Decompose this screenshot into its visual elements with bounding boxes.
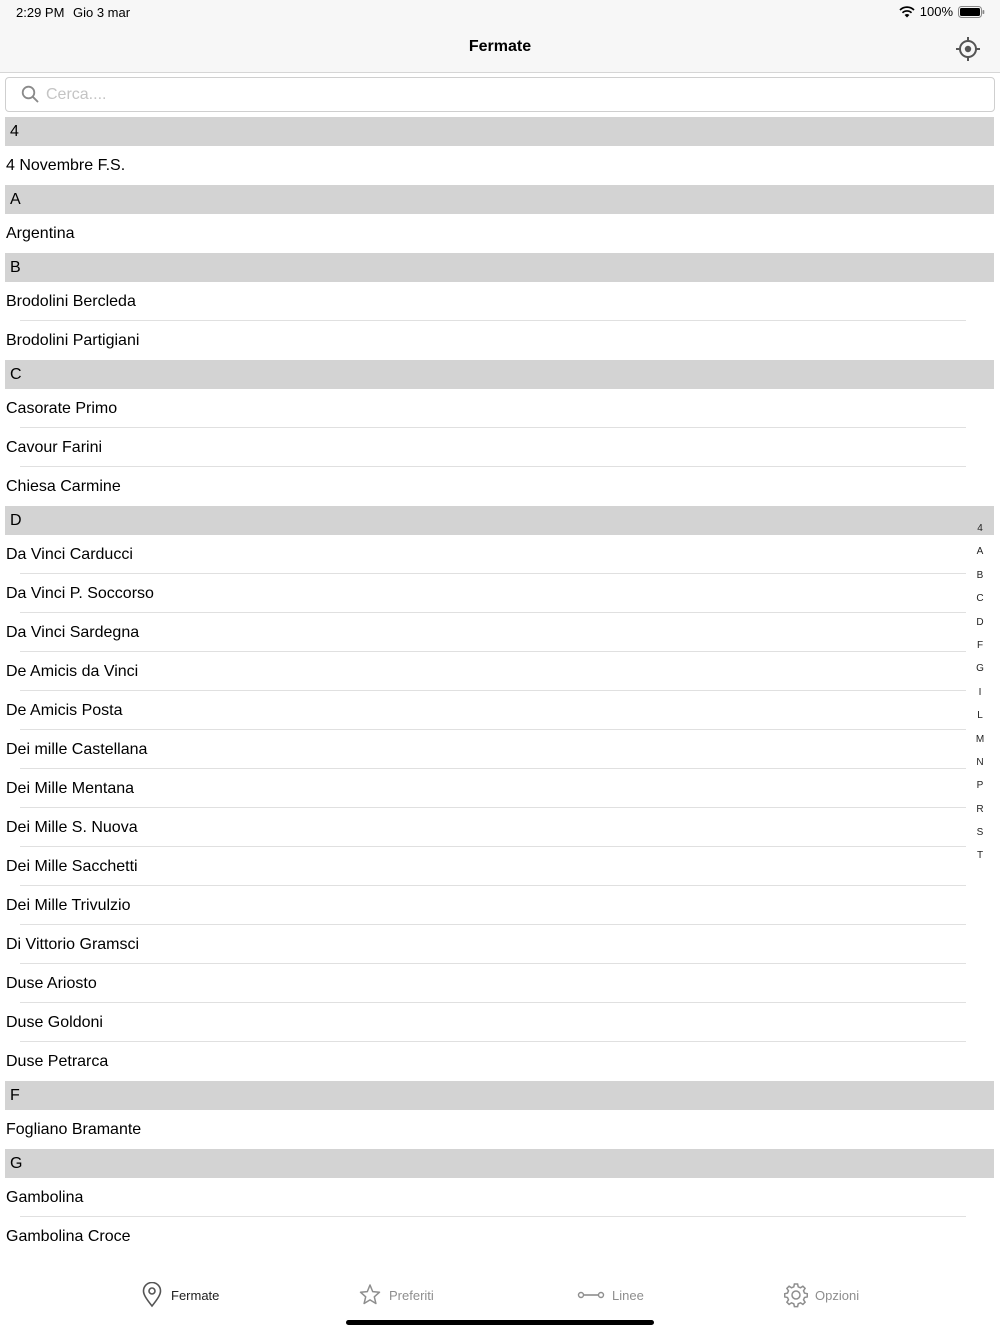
stop-list-item[interactable]: Gambolina — [0, 1178, 1000, 1217]
index-letter[interactable]: 4 — [977, 523, 983, 534]
index-letter[interactable]: B — [976, 569, 984, 581]
stop-list-item[interactable]: Brodolini Bercleda — [0, 282, 1000, 321]
index-letter[interactable]: G — [976, 663, 984, 675]
index-letter[interactable]: D — [976, 616, 984, 628]
status-date: Gio 3 mar — [73, 5, 131, 20]
gear-icon — [784, 1282, 808, 1308]
stop-list-item[interactable]: Da Vinci Sardegna — [0, 613, 1000, 652]
section-index-bar[interactable] — [968, 517, 992, 868]
navigation-bar — [0, 24, 1000, 73]
index-letter[interactable]: A — [976, 546, 984, 558]
search-bar[interactable] — [5, 77, 995, 112]
tab-fermate[interactable] — [140, 1282, 219, 1308]
stops-list[interactable] — [0, 117, 1000, 1260]
status-time: 2:29 PM — [16, 5, 65, 20]
stop-list-item[interactable]: Gambolina Croce — [6, 1228, 131, 1245]
star-icon — [358, 1282, 382, 1308]
section-header: B — [5, 253, 994, 282]
stop-list-item[interactable]: Cavour Farini — [0, 428, 1000, 467]
index-letter[interactable]: I — [978, 686, 982, 698]
battery-icon — [958, 6, 985, 18]
stop-list-item[interactable]: Duse Goldoni — [0, 1003, 1000, 1042]
map-pin-icon — [140, 1282, 164, 1308]
crosshair-icon — [955, 36, 981, 62]
index-letter[interactable]: R — [976, 803, 984, 815]
stop-list-item[interactable]: Da Vinci Carducci — [0, 535, 1000, 574]
section-header: D — [5, 506, 994, 535]
index-letter[interactable]: L — [977, 710, 983, 722]
stop-list-item[interactable]: Dei Mille Sacchetti — [0, 847, 1000, 886]
stop-list-item[interactable]: Fogliano Bramante — [6, 1121, 142, 1138]
home-indicator — [346, 1320, 654, 1325]
stop-list-item[interactable]: Duse Ariosto — [0, 964, 1000, 1003]
stop-list-item[interactable]: Dei Mille Mentana — [0, 769, 1000, 808]
index-letter[interactable]: P — [976, 780, 984, 792]
section-header: 4 — [5, 117, 994, 146]
stop-list-item[interactable]: Chiesa Carmine — [6, 478, 121, 495]
index-letter[interactable]: S — [976, 827, 984, 839]
search-icon — [21, 85, 39, 103]
locate-me-button[interactable] — [954, 35, 982, 63]
stop-list-item[interactable]: Duse Petrarca — [6, 1053, 109, 1070]
battery-percent: 100% — [919, 4, 953, 19]
index-letter[interactable]: C — [976, 593, 984, 605]
index-letter[interactable]: M — [975, 733, 985, 745]
index-letter[interactable]: T — [976, 850, 984, 862]
tab-label: Linee — [612, 1287, 644, 1303]
index-letter[interactable]: N — [976, 756, 984, 768]
stop-list-item[interactable]: Casorate Primo — [0, 389, 1000, 428]
search-input[interactable] — [44, 82, 978, 108]
stop-list-item[interactable]: Dei Mille S. Nuova — [0, 808, 1000, 847]
stop-list-item[interactable]: De Amicis da Vinci — [0, 652, 1000, 691]
tab-preferiti[interactable] — [358, 1282, 434, 1308]
section-header: G — [5, 1149, 994, 1178]
page-title: Fermate — [468, 38, 532, 55]
stop-list-item[interactable]: Da Vinci P. Soccorso — [0, 574, 1000, 613]
section-header: F — [5, 1081, 994, 1110]
wifi-icon — [899, 6, 915, 18]
tab-opzioni[interactable] — [784, 1282, 859, 1308]
tab-label: Fermate — [171, 1287, 220, 1303]
stop-list-item[interactable]: De Amicis Posta — [0, 691, 1000, 730]
status-indicators — [899, 4, 985, 19]
tab-linee[interactable] — [577, 1282, 644, 1308]
stop-list-item[interactable]: Di Vittorio Gramsci — [0, 925, 1000, 964]
stop-list-item[interactable]: 4 Novembre F.S. — [6, 157, 126, 174]
tab-label: Preferiti — [389, 1287, 434, 1303]
stop-list-item[interactable]: Dei Mille Trivulzio — [0, 886, 1000, 925]
index-letter[interactable]: F — [976, 639, 984, 651]
stop-list-item[interactable]: Argentina — [6, 225, 75, 242]
stop-list-item[interactable]: Dei mille Castellana — [0, 730, 1000, 769]
section-header: C — [5, 360, 994, 389]
tab-label: Opzioni — [815, 1287, 860, 1303]
status-bar — [0, 0, 1000, 24]
stop-list-item[interactable]: Brodolini Partigiani — [6, 332, 140, 349]
route-line-icon — [577, 1282, 605, 1308]
section-header: A — [5, 185, 994, 214]
